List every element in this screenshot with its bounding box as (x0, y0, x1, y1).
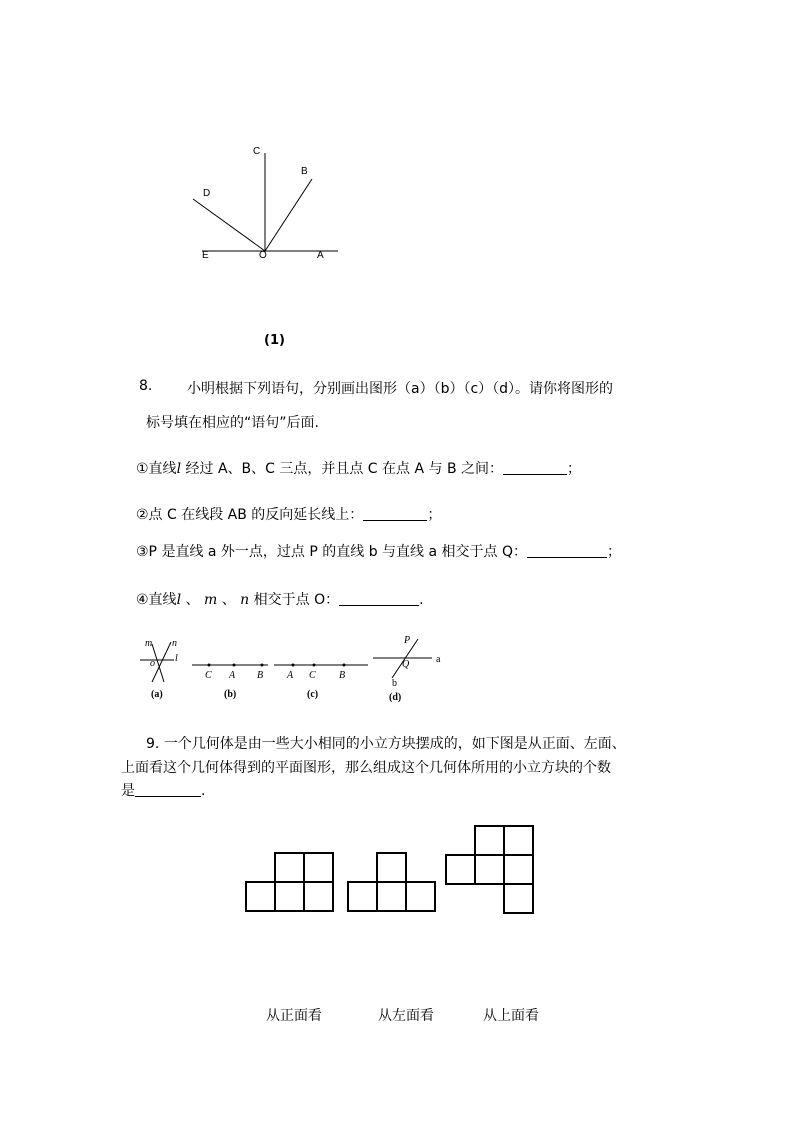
point-label-c: C (253, 146, 261, 157)
fig-d-q: Q (402, 659, 410, 670)
question-9-line3-prefix: 是 (121, 783, 135, 799)
question-9-line3 (121, 780, 205, 800)
question-8-item-2 (136, 504, 441, 524)
figure-c-drawing (272, 660, 372, 670)
top-view-grid (444, 824, 536, 916)
fig-d-p: P (404, 635, 411, 646)
item-1-end: ； (567, 461, 582, 477)
answer-blank-q9[interactable] (135, 782, 201, 797)
item-1-prefix: ①直线 (136, 461, 177, 477)
fig-a-label: (a) (151, 689, 163, 700)
question-9-line2: 上面看这个几何体得到的平面图形，那么组成这个几何体所用的小立方块的个数 (121, 760, 611, 776)
fig-b-point-2: A (229, 670, 236, 681)
item-4-sep1: 、 (185, 592, 200, 608)
fig-a-n: n (172, 638, 177, 649)
fig-c-label: (c) (307, 689, 319, 700)
fig-c-point-3: B (339, 670, 346, 681)
answer-blank-3[interactable] (527, 543, 607, 558)
fig-b-point-3: B (257, 670, 264, 681)
question-8-item-4 (136, 589, 424, 609)
point-label-b: B (301, 166, 308, 177)
answer-blank-2[interactable] (363, 506, 427, 521)
item-4-sep2: 、 (221, 592, 236, 608)
figure-b-drawing (190, 660, 270, 670)
figure-caption: (1) (264, 333, 285, 348)
fig-a-o: o (150, 658, 155, 669)
point-label-o: O (259, 250, 267, 261)
item-4-prefix: ④直线 (136, 592, 177, 608)
fig-d-label: (d) (389, 692, 402, 703)
front-view-caption: 从正面看 (266, 1008, 322, 1024)
fig-d-a: a (436, 654, 441, 665)
question-9-line3-end: . (201, 783, 206, 799)
fig-d-b: b (392, 678, 397, 689)
point-label-d: D (203, 188, 211, 199)
item-3-text: ③P 是直线 a 外一点，过点 P 的直线 b 与直线 a 相交于点 Q： (136, 544, 528, 560)
question-8-intro-line1: 小明根据下列语句，分别画出图形（a）（b）（c）（d）。请你将图形的 (187, 381, 614, 397)
question-9-number: 9. (146, 736, 160, 752)
fig-a-l: l (175, 653, 178, 664)
top-view-caption: 从上面看 (483, 1008, 539, 1024)
line-m-symbol: m (203, 592, 218, 608)
left-view-grid (345, 852, 437, 914)
fig-c-point-1: A (287, 670, 294, 681)
question-9-line1 (146, 733, 626, 753)
line-n-symbol: n (240, 592, 250, 608)
answer-blank-4[interactable] (339, 591, 419, 606)
item-1-text: 经过 A、B、C 三点，并且点 C 在点 A 与 B 之间： (185, 461, 504, 477)
question-9-line1-text: 一个几何体是由一些大小相同的小立方块摆成的，如下图是从正面、左面、 (163, 736, 626, 752)
fig-b-point-1: C (205, 670, 212, 681)
left-view-caption: 从左面看 (378, 1008, 434, 1024)
line-l-symbol: l (176, 592, 182, 608)
question-8-item-3 (136, 541, 621, 561)
answer-blank-1[interactable] (503, 460, 567, 475)
point-label-e: E (202, 250, 209, 261)
item-2-end: ； (427, 507, 442, 523)
fig-c-point-2: C (309, 670, 316, 681)
point-label-a: A (317, 250, 324, 261)
front-view-grid (244, 852, 336, 914)
fig-b-label: (b) (224, 689, 237, 700)
question-8-item-1 (136, 458, 581, 478)
line-l-symbol: l (176, 461, 182, 477)
item-2-text: ②点 C 在线段 AB 的反向延长线上： (136, 507, 364, 523)
question-8-intro-line2: 标号填在相应的“语句”后面. (146, 415, 319, 431)
item-4-text: 相交于点 O： (253, 592, 340, 608)
item-3-end: ； (607, 544, 622, 560)
fig-a-m: m (145, 638, 153, 649)
item-4-end: . (419, 592, 424, 608)
question-8-number: 8. (139, 378, 153, 394)
